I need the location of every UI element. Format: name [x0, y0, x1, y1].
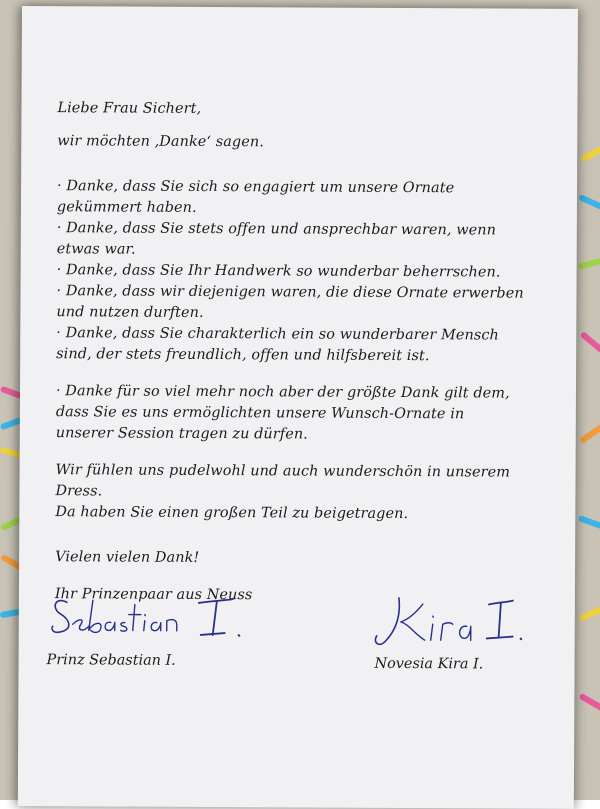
letter-sheet: [18, 6, 578, 809]
thanks-bullet: · Danke, dass Sie charakterlich ein so wunderbarer Mensch sind, der stets freundlich, offen und hilfsbereit ist.: [56, 325, 499, 365]
thanks-bullet: · Danke, dass Sie sich so engagiert um unsere Ornate gekümmert haben.: [56, 178, 455, 216]
intro-line: wir möchten ‚Danke‘ sagen.: [57, 133, 264, 151]
paper-streamer-decoration: [578, 194, 600, 212]
paper-streamer-decoration: [578, 515, 600, 531]
letter-body: [55, 98, 528, 607]
thanks-bullet: · Danke, dass wir diejenigen waren, die diese Ornate erwerben und nutzen durften.: [56, 283, 524, 321]
paper-streamer-decoration: [580, 143, 600, 162]
paragraph-line: Da haben Sie einen großen Teil zu beigetragen.: [55, 504, 409, 523]
paper-streamer-decoration: [579, 693, 600, 713]
final-thanks-bullet: · Danke für so viel mehr noch aber der größte Dank gilt dem, dass Sie es uns ermöglichten unsere Wunsch-Ornate in unserer Session tragen zu dürfen.: [55, 383, 510, 443]
salutation: Liebe Frau Sichert,: [57, 100, 202, 117]
thanks-bullet: · Danke, dass Sie Ihr Handwerk so wunderbar beherrschen.: [56, 262, 501, 281]
signature-kira: [371, 590, 531, 661]
signature-name-left: Prinz Sebastian I.: [46, 652, 176, 669]
paper-streamer-decoration: [578, 604, 600, 622]
paper-streamer-decoration: [578, 256, 600, 270]
paper-streamer-decoration: [579, 422, 600, 444]
signature-sebastian: [49, 588, 249, 649]
thanks-bullet: · Danke, dass Sie stets offen und ansprechbar waren, wenn etwas war.: [56, 220, 497, 258]
paper-streamer-decoration: [580, 331, 600, 355]
signature-name-right: Novesia Kira I.: [374, 655, 484, 673]
closing-line: Ihr Prinzenpaar aus Neuss: [54, 586, 253, 604]
paragraph-line: Wir fühlen uns pudelwohl und auch wunderschön in unserem Dress.: [55, 462, 511, 500]
thanks-line: Vielen vielen Dank!: [55, 549, 200, 566]
